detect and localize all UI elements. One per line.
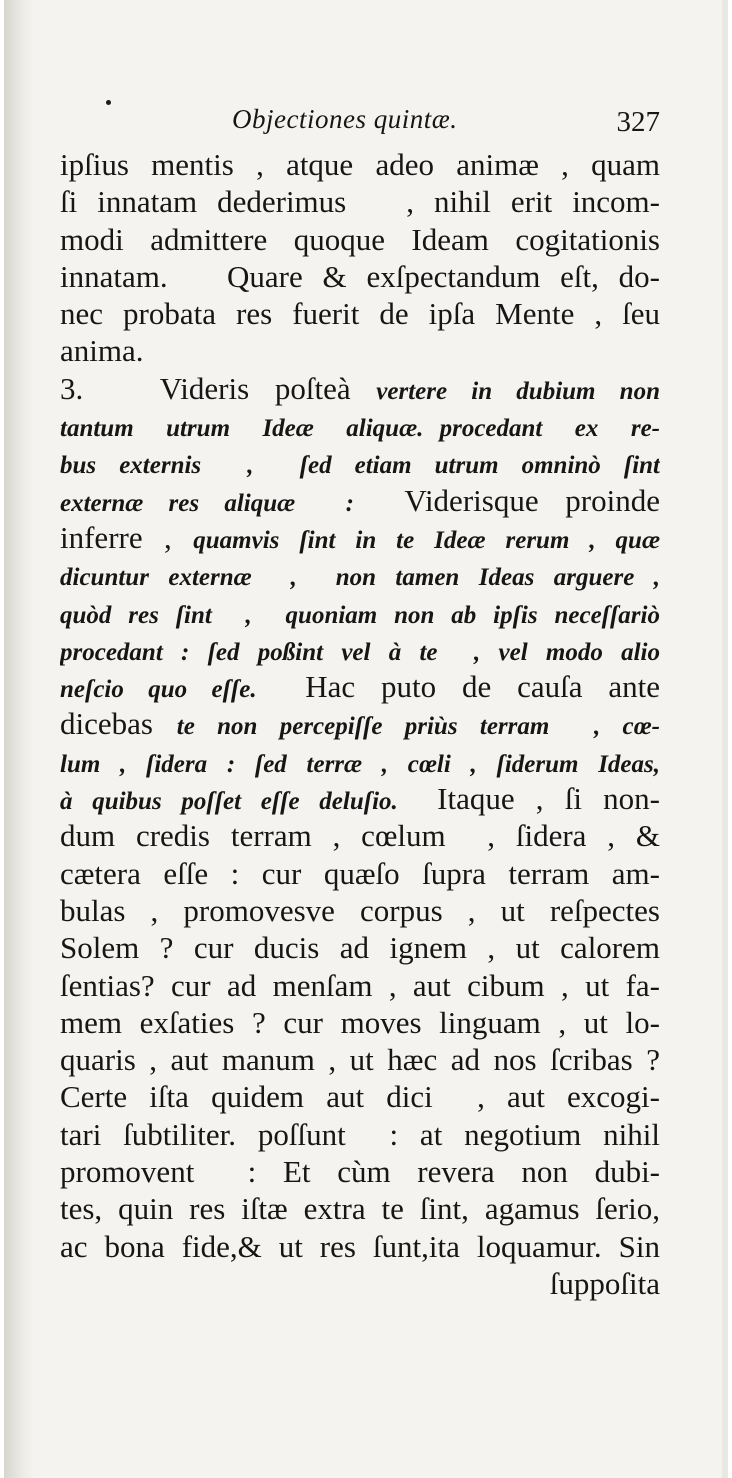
text-line: [60, 1190, 660, 1227]
text-line: [60, 1041, 660, 1078]
text-line: [60, 743, 660, 780]
text-line: [60, 1078, 660, 1115]
text-line: [60, 594, 660, 631]
text-line: [60, 1228, 660, 1265]
roman-text-run: Viderisque proinde: [404, 482, 660, 518]
body-text: [60, 146, 660, 1302]
roman-text-run: dicebas: [60, 706, 177, 742]
roman-text-run: dum credis terram , cœlum , ſidera , &: [60, 818, 660, 854]
text-line: [60, 482, 660, 519]
roman-text-run: mem exſaties ? cur moves linguam , ut lo-: [60, 1004, 660, 1040]
text-line: [60, 556, 660, 593]
roman-text-run: ſentias? cur ad menſam , aut cibum , ut fa-: [60, 967, 660, 1003]
text-line: [60, 967, 660, 1004]
text-line: [60, 631, 660, 668]
text-line: [60, 892, 660, 929]
catchword: ſuppoſita: [549, 1265, 660, 1301]
italic-text-run: lum , ſidera : ſed terræ , cœli , ſiderum Ideas,: [60, 750, 660, 778]
text-line: [60, 1004, 660, 1041]
book-page: [4, 0, 728, 1478]
roman-text-run: ac bona fide,& ut res ſunt,ita loquamur. Sin: [60, 1228, 660, 1264]
text-line: [60, 146, 660, 183]
gutter-shadow: [4, 0, 34, 1478]
italic-text-run: quamvis ſint in te Ideæ rerum , quæ: [193, 526, 660, 554]
roman-text-run: innatam. Quare & exſpectandum eſt, do-: [60, 258, 660, 294]
roman-text-run: nec probata res fuerit de ipſa Mente , ſeu: [60, 296, 660, 332]
running-head: Objectiones quintæ.: [232, 104, 458, 134]
page-number: 327: [616, 106, 660, 138]
text-line: [60, 370, 660, 407]
roman-text-run: promovent : Et cùm revera non dubi-: [60, 1154, 660, 1190]
italic-text-run: te non percepiſſe priùs terram , cœ-: [176, 713, 660, 741]
page-edge: [722, 0, 728, 1478]
text-line: [60, 332, 660, 369]
text-line: [60, 183, 660, 220]
page-header: [60, 104, 660, 148]
text-line: [60, 668, 660, 705]
roman-text-run: Itaque , ſi non-: [437, 781, 660, 817]
text-line: [60, 444, 660, 481]
italic-text-run: externæ res aliquæ :: [60, 489, 405, 517]
text-line: [60, 855, 660, 892]
text-line: [60, 407, 660, 444]
roman-text-run: Hac puto de cauſa ante: [305, 669, 660, 705]
italic-text-run: procedant : ſed poßint vel à te , vel modo alio: [60, 638, 660, 666]
roman-text-run: tes, quin res iſtæ extra te ſint, agamus ſerio,: [60, 1191, 660, 1227]
italic-text-run: dicuntur externæ , non tamen Ideas arguere ,: [60, 564, 660, 592]
roman-text-run: inferre ,: [60, 519, 194, 555]
text-line: [60, 705, 660, 742]
italic-text-run: bus externis , ſed etiam utrum omninò ſint: [60, 452, 660, 480]
text-line: [60, 221, 660, 258]
roman-text-run: ſi innatam dederimus , nihil erit incom-: [60, 184, 660, 220]
roman-text-run: 3. Videris poſteà: [60, 370, 377, 406]
roman-text-run: cætera eſſe : cur quæſo ſupra terram am-: [60, 855, 660, 891]
text-line: [60, 1153, 660, 1190]
roman-text-run: ipſius mentis , atque adeo animæ , quam: [60, 147, 660, 182]
text-line: [60, 519, 660, 556]
text-line: [60, 817, 660, 854]
italic-text-run: neſcio quo eſſe.: [60, 676, 306, 704]
text-line: [60, 929, 660, 966]
roman-text-run: tari ſubtiliter. poſſunt : at negotium nihil: [60, 1116, 660, 1152]
roman-text-run: modi admittere quoque Ideam cogitationis: [60, 221, 660, 257]
roman-text-run: Certe iſta quidem aut dici , aut excogi-: [60, 1079, 660, 1115]
roman-text-run: bulas , promovesve corpus , ut reſpectes: [60, 892, 660, 928]
roman-text-run: quaris , aut manum , ut hæc ad nos ſcribas ?: [60, 1042, 660, 1078]
italic-text-run: quòd res ſint , quoniam non ab ipſis neceſſariò: [60, 601, 660, 629]
text-line: [60, 780, 660, 817]
italic-text-run: vertere in dubium non: [376, 377, 660, 405]
italic-text-run: à quibus poſſet eſſe deluſio.: [60, 788, 438, 816]
text-line: [60, 1116, 660, 1153]
italic-text-run: tantum utrum Ideæ aliquæ. procedant ex re-: [60, 415, 660, 443]
text-line: [60, 258, 660, 295]
text-line: [60, 295, 660, 332]
roman-text-run: anima.: [60, 333, 144, 369]
roman-text-run: Solem ? cur ducis ad ignem , ut calorem: [60, 930, 660, 966]
